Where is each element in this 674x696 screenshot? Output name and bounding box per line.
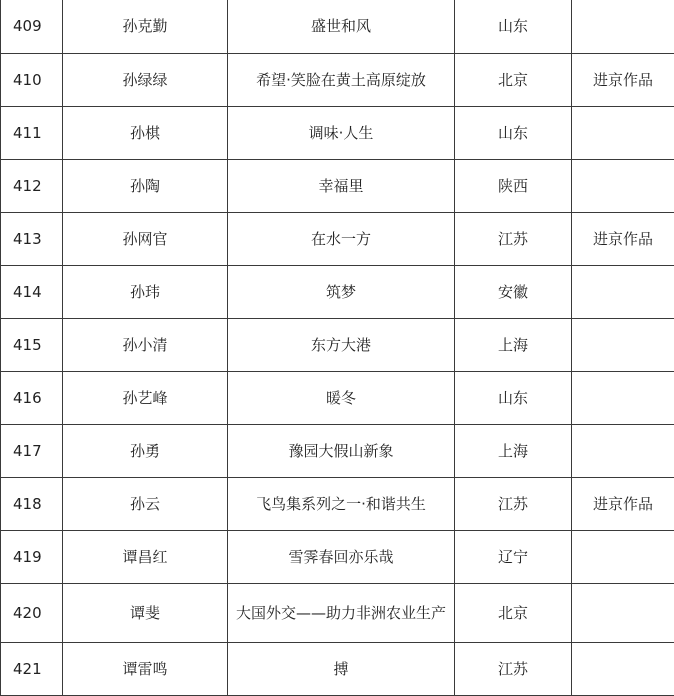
work-title: 在水一方 [228, 213, 455, 266]
province: 陕西 [455, 160, 572, 213]
note [572, 372, 674, 425]
note [572, 160, 674, 213]
work-title: 幸福里 [228, 160, 455, 213]
table-row [1, 107, 674, 160]
entry-number: 417 [1, 425, 63, 478]
work-title: 搏 [228, 643, 455, 696]
work-title: 筑梦 [228, 266, 455, 319]
work-title: 大国外交——助力非洲农业生产 [228, 584, 455, 643]
province: 江苏 [455, 643, 572, 696]
note [572, 584, 674, 643]
entry-number: 416 [1, 372, 63, 425]
table-row [1, 319, 674, 372]
note: 进京作品 [572, 478, 674, 531]
author-name: 谭昌红 [63, 531, 228, 584]
table-row [1, 160, 674, 213]
work-title: 豫园大假山新象 [228, 425, 455, 478]
table-row [1, 643, 674, 696]
province: 辽宁 [455, 531, 572, 584]
province: 上海 [455, 319, 572, 372]
note [572, 319, 674, 372]
entry-number: 413 [1, 213, 63, 266]
author-name: 谭斐 [63, 584, 228, 643]
author-name: 孙网官 [63, 213, 228, 266]
table-row [1, 372, 674, 425]
province: 上海 [455, 425, 572, 478]
entry-number: 410 [1, 54, 63, 107]
entry-number: 421 [1, 643, 63, 696]
note: 进京作品 [572, 54, 674, 107]
author-name: 孙陶 [63, 160, 228, 213]
author-name: 孙小清 [63, 319, 228, 372]
table-row [1, 584, 674, 643]
table-row [1, 425, 674, 478]
province: 山东 [455, 0, 572, 54]
author-name: 孙棋 [63, 107, 228, 160]
work-title: 暖冬 [228, 372, 455, 425]
entry-number: 411 [1, 107, 63, 160]
province: 江苏 [455, 478, 572, 531]
table-row [1, 531, 674, 584]
entry-number: 419 [1, 531, 63, 584]
table-row [1, 266, 674, 319]
author-name: 孙玮 [63, 266, 228, 319]
author-name: 孙艺峰 [63, 372, 228, 425]
province: 安徽 [455, 266, 572, 319]
entry-number: 415 [1, 319, 63, 372]
table-row [1, 54, 674, 107]
note [572, 0, 674, 54]
work-title: 盛世和风 [228, 0, 455, 54]
province: 山东 [455, 372, 572, 425]
note: 进京作品 [572, 213, 674, 266]
table-row [1, 0, 674, 54]
author-name: 孙云 [63, 478, 228, 531]
province: 江苏 [455, 213, 572, 266]
note [572, 643, 674, 696]
entry-number: 409 [1, 0, 63, 54]
author-name: 孙勇 [63, 425, 228, 478]
province: 北京 [455, 54, 572, 107]
note [572, 107, 674, 160]
author-name: 谭雷鸣 [63, 643, 228, 696]
work-title: 东方大港 [228, 319, 455, 372]
table-row [1, 478, 674, 531]
entry-number: 412 [1, 160, 63, 213]
province: 北京 [455, 584, 572, 643]
note [572, 266, 674, 319]
work-title: 雪霁春回亦乐哉 [228, 531, 455, 584]
entry-number: 414 [1, 266, 63, 319]
author-name: 孙克勤 [63, 0, 228, 54]
entry-number: 418 [1, 478, 63, 531]
work-title: 希望·笑脸在黄土高原绽放 [228, 54, 455, 107]
work-title: 调味·人生 [228, 107, 455, 160]
note [572, 531, 674, 584]
work-title: 飞鸟集系列之一·和谐共生 [228, 478, 455, 531]
entry-number: 420 [1, 584, 63, 643]
table-row [1, 213, 674, 266]
note [572, 425, 674, 478]
province: 山东 [455, 107, 572, 160]
author-name: 孙绿绿 [63, 54, 228, 107]
